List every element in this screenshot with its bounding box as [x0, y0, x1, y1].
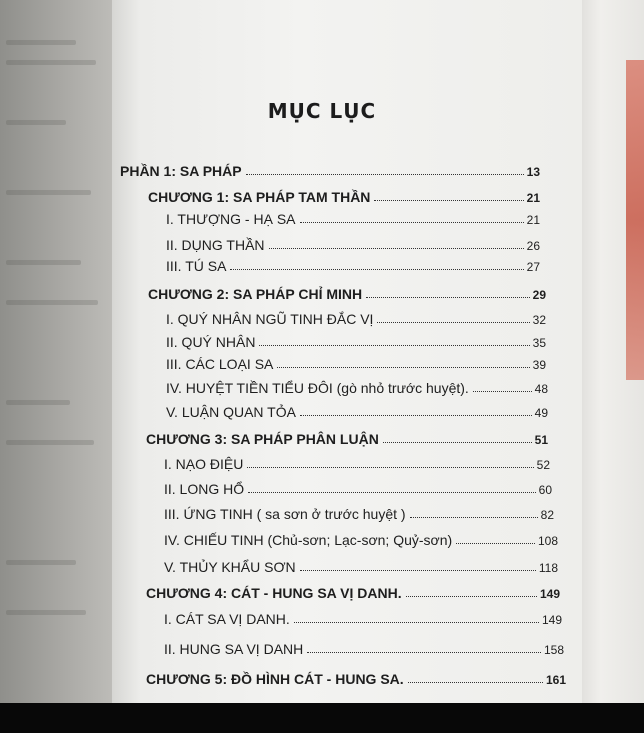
toc-entry-label: II. QUÝ NHÂN	[166, 334, 256, 350]
toc-section-entry	[164, 641, 564, 657]
toc-entry-page: 149	[541, 613, 562, 627]
toc-entry-page: 161	[545, 673, 566, 687]
toc-entry-page: 29	[532, 288, 546, 302]
toc-entry-label: CHƯƠNG 3: SA PHÁP PHÂN LUẬN	[146, 431, 379, 447]
toc-entry-label: III. TÚ SA	[166, 258, 227, 274]
leader-dots	[307, 651, 541, 653]
toc-entry-label: IV. CHIẾU TINH (Chủ-sơn; Lạc-sơn; Quỷ-sơn)	[164, 532, 453, 548]
toc-entry-page: 13	[526, 165, 540, 179]
toc-section-entry	[166, 356, 546, 372]
toc-entry-label: PHẦN 1: SA PHÁP	[120, 163, 242, 179]
toc-entry-page: 51	[534, 433, 548, 447]
toc-entry-label: CHƯƠNG 2: SA PHÁP CHỈ MINH	[148, 286, 363, 302]
toc-section-entry	[166, 258, 540, 274]
toc-entry-page: 158	[543, 643, 564, 657]
toc-section-entry	[164, 481, 552, 497]
toc-entry-label: III. ỨNG TINH ( sa sơn ở trước huyệt )	[164, 506, 406, 522]
toc-entry-label: I. CÁT SA VỊ DANH.	[164, 611, 290, 627]
toc-entry-label: I. QUÝ NHÂN NGŨ TINH ĐẮC VỊ	[166, 311, 374, 327]
toc-entry-page: 149	[539, 587, 560, 601]
leader-dots	[259, 344, 529, 346]
toc-entry-label: II. LONG HỔ	[164, 481, 245, 497]
leader-dots	[300, 569, 536, 571]
toc-entry-label: V. THỦY KHẨU SƠN	[164, 559, 296, 575]
toc-entry-page: 27	[526, 260, 540, 274]
toc-entry-page: 60	[538, 483, 552, 497]
toc-entry-label: IV. HUYỆT TIỀN TIỂU ĐÔI (gò nhỏ trước huyệt).	[166, 380, 469, 396]
toc-entry-page: 48	[534, 382, 548, 396]
leader-dots	[246, 173, 524, 175]
bottom-shadow	[0, 703, 644, 733]
toc-entry-page: 21	[526, 191, 540, 205]
toc-chapter-entry	[146, 585, 560, 601]
toc-section-entry	[164, 611, 562, 627]
toc-section-entry	[166, 380, 548, 396]
leader-dots	[230, 268, 523, 270]
toc-entry-label: V. LUẬN QUAN TỎA	[166, 404, 296, 420]
leader-dots	[383, 441, 532, 443]
leader-dots	[248, 491, 536, 493]
toc-section-entry	[166, 311, 546, 327]
leader-dots	[456, 542, 535, 544]
toc-section-entry	[166, 404, 548, 420]
toc-part-entry	[120, 163, 540, 179]
toc-chapter-entry	[148, 189, 540, 205]
leader-dots	[377, 321, 529, 323]
toc-entry-label: I. NẠO ĐIỆU	[164, 456, 244, 472]
toc-section-entry	[164, 559, 558, 575]
toc-title: MỤC LỤC	[267, 99, 377, 123]
toc-entry-label: I. THƯỢNG - HẠ SA	[166, 211, 296, 227]
toc-chapter-entry	[146, 671, 566, 687]
leader-dots	[300, 414, 532, 416]
toc-entry-page: 26	[526, 239, 540, 253]
toc-entry-page: 49	[534, 406, 548, 420]
toc-entry-page: 52	[536, 458, 550, 472]
toc-section-entry	[164, 532, 558, 548]
toc-entry-page: 39	[532, 358, 546, 372]
toc-entry-page: 21	[526, 213, 540, 227]
toc-entry-page: 32	[532, 313, 546, 327]
toc-entry-page: 108	[537, 534, 558, 548]
leader-dots	[473, 390, 532, 392]
toc-entry-label: III. CÁC LOẠI SA	[166, 356, 274, 372]
toc-chapter-entry	[146, 431, 548, 447]
leader-dots	[269, 247, 524, 249]
toc-entry-page: 35	[532, 336, 546, 350]
toc-entry-label: II. HUNG SA VỊ DANH	[164, 641, 304, 657]
leader-dots	[410, 516, 538, 518]
toc-entry-label: CHƯƠNG 4: CÁT - HUNG SA VỊ DANH.	[146, 585, 402, 601]
toc-section-entry	[164, 506, 554, 522]
toc-entry-page: 82	[540, 508, 554, 522]
toc-chapter-entry	[148, 286, 546, 302]
toc-entry-label: II. DỤNG THẦN	[166, 237, 265, 253]
toc-section-entry	[166, 334, 546, 350]
toc-entry-label: CHƯƠNG 1: SA PHÁP TAM THẦN	[148, 189, 371, 205]
leader-dots	[366, 296, 530, 298]
leader-dots	[300, 221, 524, 223]
toc-section-entry	[164, 456, 550, 472]
leader-dots	[408, 681, 543, 683]
leader-dots	[374, 199, 523, 201]
leader-dots	[277, 366, 529, 368]
toc-section-entry	[166, 237, 540, 253]
toc-entry-page: 118	[538, 561, 558, 575]
leader-dots	[406, 595, 537, 597]
leader-dots	[247, 466, 533, 468]
leader-dots	[294, 621, 539, 623]
toc-section-entry	[166, 211, 540, 227]
toc-entry-label: CHƯƠNG 5: ĐỒ HÌNH CÁT - HUNG SA.	[146, 671, 404, 687]
